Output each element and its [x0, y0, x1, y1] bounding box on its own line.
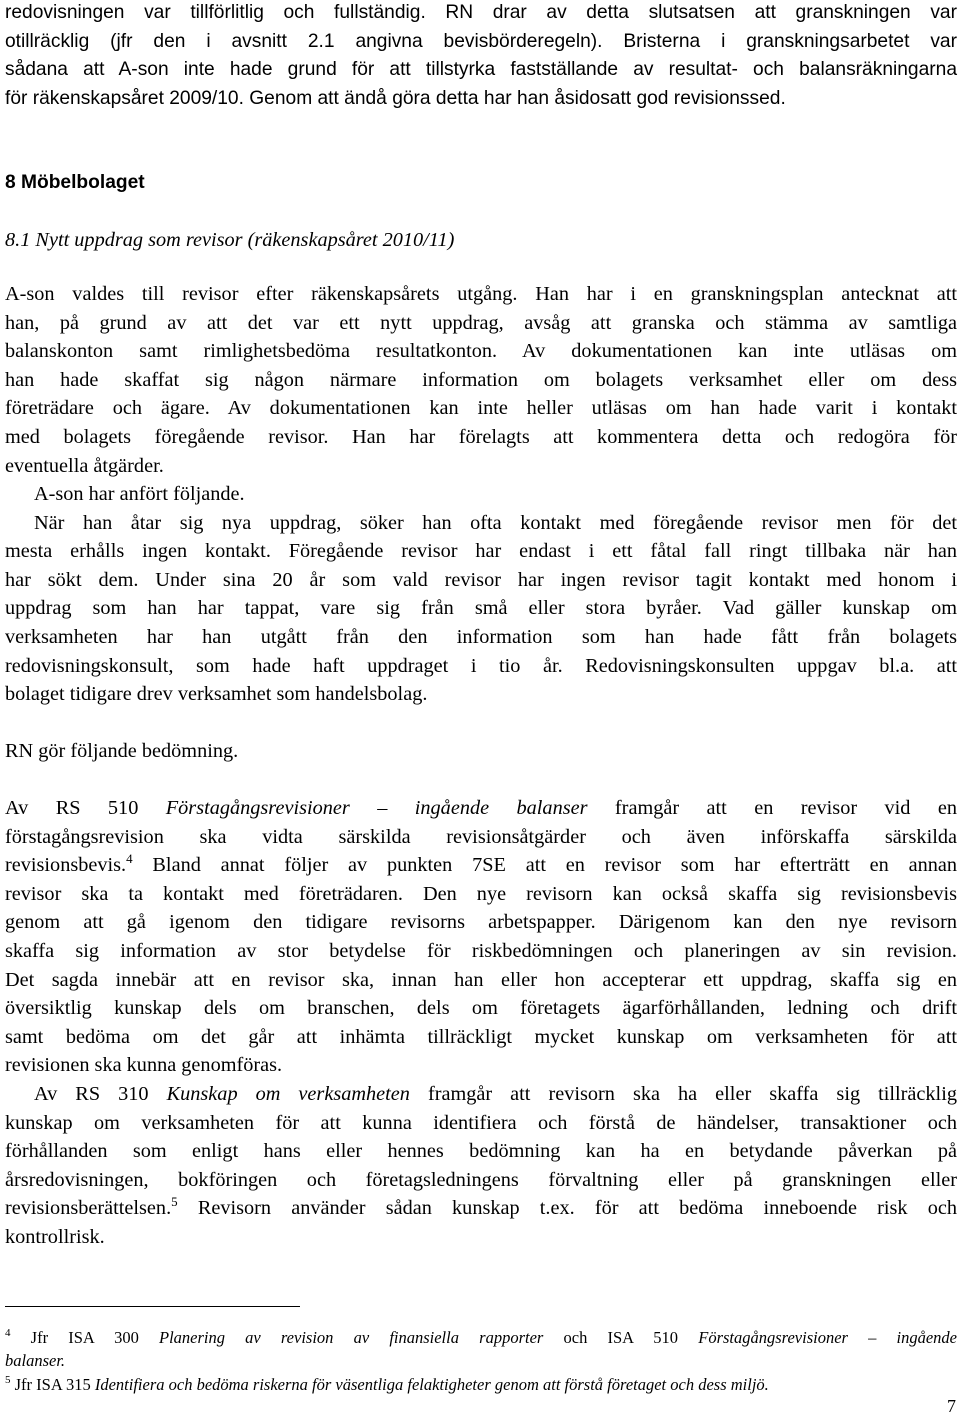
text-line: mesta erhålls ingen kontakt. Föregående revisor har endast i ett fåtal fall ringt tillbaka när han [5, 540, 957, 562]
footnote-5 [5, 1374, 769, 1394]
footnote-4-continued: balanser. [5, 1351, 66, 1370]
text-run: Jfr ISA 300 [10, 1328, 159, 1347]
footnote-ref[interactable]: 4 [126, 851, 133, 866]
text-line [34, 1084, 957, 1104]
text-line: han hade skaffat sig någon närmare information om bolagets verksamhet eller om dess [5, 369, 957, 391]
text-line: kontrollrisk. [5, 1226, 105, 1248]
section-heading: 8 Möbelbolaget [5, 172, 145, 193]
text-line: eventuella åtgärder. [5, 455, 164, 477]
standard-title: Förstagångsrevisioner – ingående balanser [165, 797, 588, 819]
text-line: redovisningen var tillförlitlig och fullständig. RN drar av detta slutsatsen att granskningen var [5, 2, 957, 23]
text-line [5, 1194, 957, 1219]
text-line: skaffa sig information av stor betydelse för riskbedömningen och planeringen av sin revision. [5, 940, 957, 962]
text-run: revisionsberättelsen. [5, 1197, 172, 1219]
text-line: genom att gå igenom den tidigare revisorns arbetspapper. Därigenom kan den nye revisorn [5, 911, 957, 933]
text-line: A-son valdes till revisor efter räkenskapsårets utgång. Han har i en granskningsplan antecknat att [5, 283, 957, 305]
text-line: sådana att A-son inte hade grund för att tillstyrka fastställande av resultat- och balansräkningarna [5, 59, 957, 80]
text-line: med bolagets föregående revisor. Han har förelagts att kommentera detta och redogöra för [5, 426, 957, 448]
text-line: förhållanden som enligt hans eller hennes bedömning kan ha en betydande påverkan på [5, 1140, 957, 1162]
text-line: han, på grund av att det var ett nytt uppdrag, avsåg att granska och stämma av samtliga [5, 312, 957, 334]
text-line: revisionen ska kunna genomföras. [5, 1054, 283, 1076]
text-run: Av RS 510 [5, 797, 166, 819]
page-number: 7 [947, 1396, 956, 1416]
footnote-title: Planering av revision av finansiella rapporter [158, 1328, 544, 1347]
text-line: A-son har anfört följande. [34, 483, 245, 505]
text-run: Bland annat följer av punkten 7SE att en revisor som har efterträtt en annan [132, 854, 957, 876]
standard-title: Kunskap om verksamheten [166, 1083, 410, 1105]
text-line: balanskonton samt rimlighetsbedöma resultatkonton. Av dokumentationen kan inte utläsas om [5, 340, 957, 362]
text-line: kunskap om verksamheten för att kunna identifiera och förstå de händelser, transaktioner och [5, 1112, 957, 1134]
text-line: bolaget tidigare drev verksamhet som handelsbolag. [5, 683, 428, 705]
text-line: Det sagda innebär att en revisor ska, innan han eller hon accepterar ett uppdrag, skaffa sig en [5, 969, 957, 991]
text-line: företrädare och ägare. Av dokumentationen kan inte heller utläsas om han hade varit i kontakt [5, 397, 957, 419]
footnote-ref[interactable]: 5 [171, 1194, 178, 1209]
text-line: uppdrag som han har tappat, vare sig från små eller stora byråer. Vad gäller kunskap om [5, 597, 957, 619]
text-run: revisionsbevis. [5, 854, 127, 876]
footnote-title: Identifiera och bedöma riskerna för väsentliga felaktigheter genom att förstå företaget och dess miljö. [94, 1375, 769, 1394]
text-run: framgår att revisorn ska ha eller skaffa sig tillräcklig [409, 1083, 957, 1105]
footnote-number: 5 [5, 1374, 11, 1386]
text-line: förstagångsrevision ska vidta särskilda revisionsåtgärder och även införskaffa särskilda [5, 826, 957, 848]
text-line: årsredovisningen, bokföringen och företagsledningens förvaltning eller på granskningen eller [5, 1169, 957, 1191]
text-run: framgår att en revisor vid en [587, 797, 957, 819]
subsection-heading: 8.1 Nytt uppdrag som revisor (räkenskapsåret 2010/11) [5, 229, 455, 251]
text-run: Revisorn använder sådan kunskap t.ex. för att bedöma inneboende risk och [177, 1197, 957, 1219]
text-run: och ISA 510 [543, 1328, 699, 1347]
text-run: Av RS 310 [34, 1083, 167, 1105]
footnote-separator [5, 1306, 300, 1307]
text-line [5, 851, 957, 876]
text-run: Jfr ISA 315 [10, 1375, 95, 1394]
text-line: otillräcklig (jfr den i avsnitt 2.1 angivna bevisbörderegeln). Bristerna i granskningsarbetet var [5, 31, 957, 52]
text-line: verksamheten har han utgått från den information som han hade fått från bolagets [5, 626, 957, 648]
text-line: översiktlig kunskap dels om branschen, dels om företagets ägarförhållanden, ledning och drift [5, 997, 957, 1019]
text-line [5, 798, 957, 818]
footnote-4 [5, 1327, 958, 1347]
text-line: har sökt dem. Under sina 20 år som vald revisor har ingen revisor tagit kontakt med honom i [5, 569, 957, 591]
text-line: RN gör följande bedömning. [5, 740, 239, 762]
text-line: för räkenskapsåret 2009/10. Genom att ändå göra detta har han åsidosatt god revisionssed. [5, 88, 786, 109]
text-line: samt bedöma om det går att inhämta tillräckligt mycket kunskap om verksamheten för att [5, 1026, 957, 1048]
text-line: redovisningskonsult, som hade haft uppdraget i tio år. Redovisningskonsulten uppgav bl.a. att [5, 655, 957, 677]
footnote-title: Förstagångsrevisioner – ingående [698, 1328, 958, 1347]
text-line: revisor ska ta kontakt med företrädaren. Den nye revisorn kan också skaffa sig revisionsbevis [5, 883, 957, 905]
footnote-number: 4 [5, 1327, 11, 1339]
text-line: När han åtar sig nya uppdrag, söker han ofta kontakt med föregående revisor men för det [34, 512, 957, 534]
